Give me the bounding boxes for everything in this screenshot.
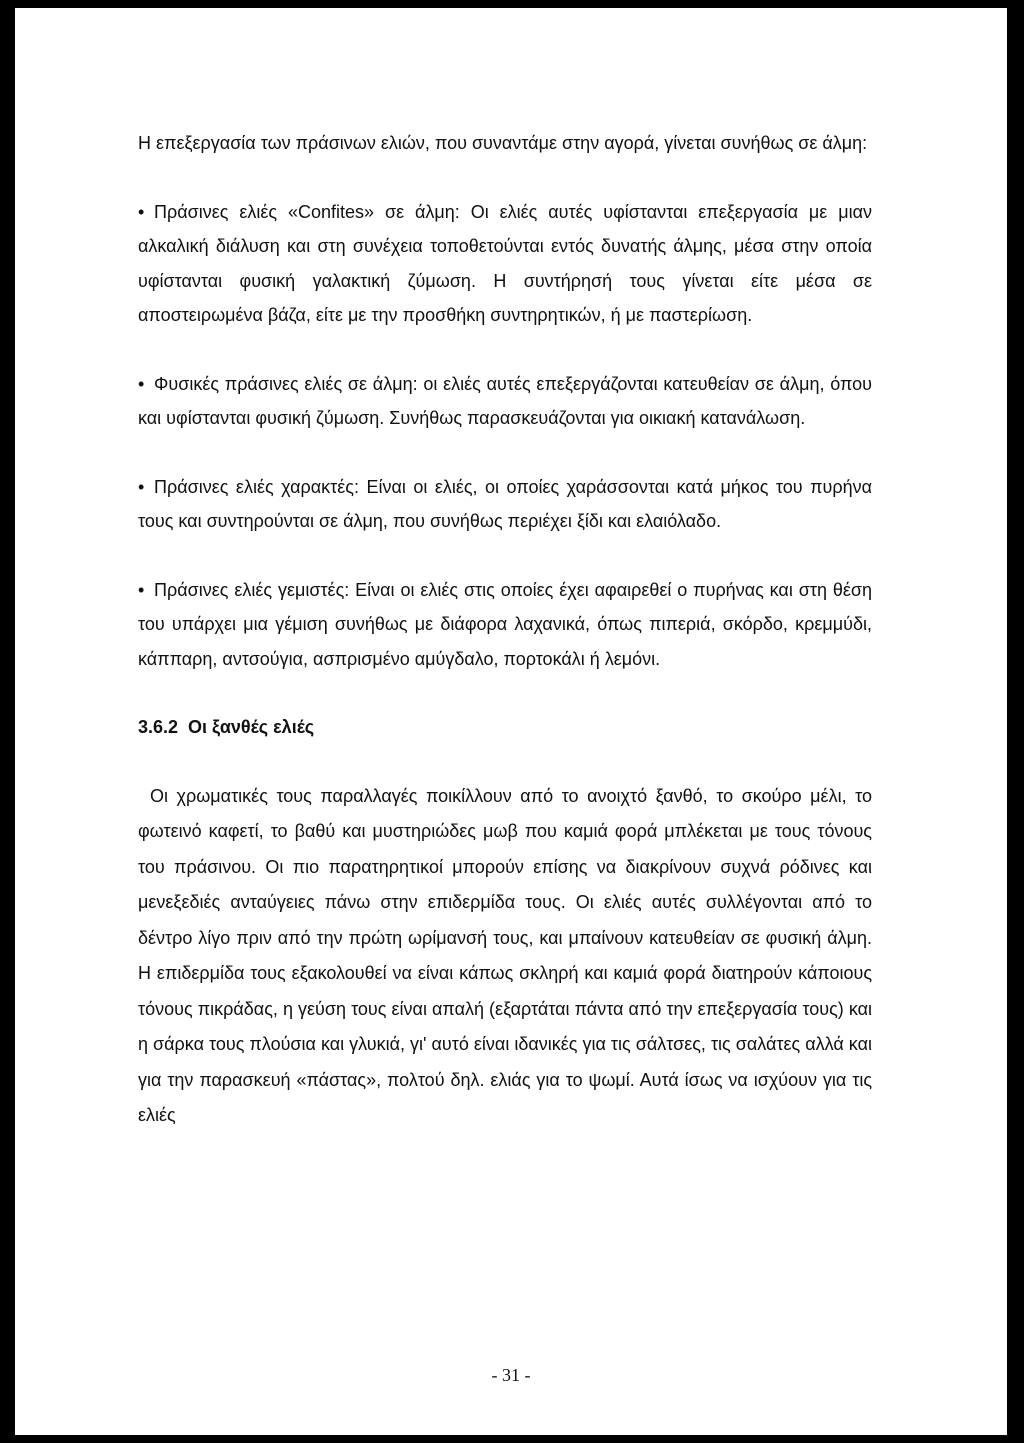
- section-heading: [138, 710, 872, 745]
- bullet-text: Πράσινες ελιές χαρακτές: Είναι οι ελιές, οι οποίες χαράσσονται κατά μήκος του πυρήνα τους και συντηρούνται σε άλμη, που συνήθως περιέχει ξίδι και ελαιόλαδο.: [138, 476, 872, 531]
- bullet-marker: •: [138, 201, 145, 222]
- bullet-item-natural: [138, 367, 872, 436]
- bullet-text: Φυσικές πράσινες ελιές σε άλμη: οι ελιές αυτές επεξεργάζονται κατευθείαν σε άλμη, όπου και υφίστανται φυσική ζύμωση. Συνήθως παρασκευάζονται για οικιακή κατανάλωση.: [138, 373, 872, 428]
- bullet-item-confites: [138, 195, 872, 333]
- bullet-marker: •: [138, 579, 145, 600]
- section-paragraph: Οι χρωματικές τους παραλλαγές ποικίλλουν από το ανοιχτό ξανθό, το σκούρο μέλι, το φωτεινό καφετί, το βαθύ και μυστηριώδες μωβ που καμιά φορά μπλέκεται με τους τόνους του πράσινου. Οι πιο παρατηρητικοί μπορούν επίσης να διακρίνουν συχνά ρόδινες και μενεξεδιές ανταύγειες πάνω στην επιδερμίδα τους. Οι ελιές αυτές συλλέγονται από το δέντρο λίγο πριν από την πρώτη ωρίμανσή τους, και μπαίνουν κατευθείαν σε φυσική άλμη. Η επιδερμίδα τους εξακολουθεί να είναι κάπως σκληρή και καμιά φορά διατηρούν κάποιους τόνους πικράδας, η γεύση τους είναι απαλή (εξαρτάται πάντα από την επεξεργασία τους) και η σάρκα τους πλούσια και γλυκιά, γι' αυτό είναι ιδανικές για τις σάλτσες, τις σαλάτες αλλά και για την παρασκευή «πάστας», πολτού δηλ. ελιάς για το ψωμί. Αυτά ίσως να ισχύουν για τις ελιές: [138, 785, 872, 1125]
- bullet-marker: •: [138, 476, 145, 497]
- bullet-marker: •: [138, 373, 145, 394]
- bullet-item-stuffed: [138, 573, 872, 677]
- page-content: [138, 126, 872, 1134]
- bullet-text: Πράσινες ελιές γεμιστές: Είναι οι ελιές στις οποίες έχει αφαιρεθεί ο πυρήνας και στη θέση του υπάρχει μια γέμιση συνήθως με διάφορα λαχανικά, όπως πιπεριά, σκόρδο, κρεμμύδι, κάππαρη, αντσούγια, ασπρισμένο αμύγδαλο, πορτοκάλι ή λεμόνι.: [138, 579, 872, 669]
- intro-paragraph: Η επεξεργασία των πράσινων ελιών, που συναντάμε στην αγορά, γίνεται συνήθως σε άλμη:: [138, 133, 868, 153]
- bullet-text: Πράσινες ελιές «Confites» σε άλμη: Οι ελιές αυτές υφίστανται επεξεργασία με μιαν αλκαλική διάλυση και στη συνέχεια τοποθετούνται εντός δυνατής άλμης, μέσα στην οποία υφίστανται φυσική γαλακτική ζύμωση. Η συντήρησή τους γίνεται είτε μέσα σε αποστειρωμένα βάζα, είτε με την προσθήκη συντηρητικών, ή με παστερίωση.: [138, 201, 872, 325]
- page-number: - 31 -: [491, 1365, 531, 1385]
- section-title: Οι ξανθές ελιές: [188, 717, 315, 737]
- document-page: [15, 8, 1007, 1435]
- section-number: 3.6.2: [138, 717, 179, 737]
- bullet-item-cracked: [138, 470, 872, 539]
